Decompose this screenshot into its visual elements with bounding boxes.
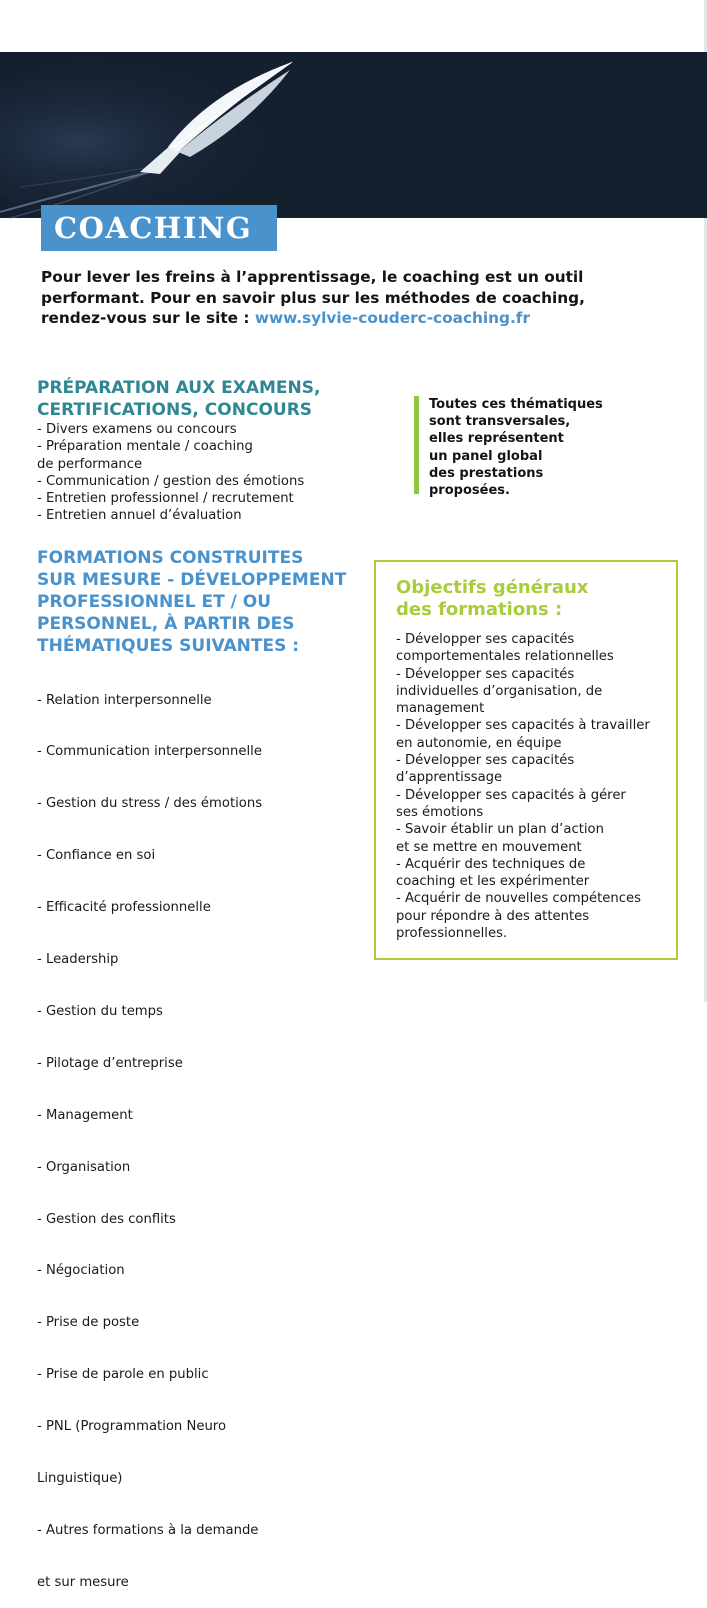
list-item: - Gestion du stress / des émotions [37,796,263,812]
list-item: - Efficacité professionnelle [37,900,211,916]
list-item: - Savoir établir un plan d’action [396,822,604,838]
heading-line: CERTIFICATIONS, CONCOURS [37,400,313,420]
list-item: - Préparation mentale / coaching [37,439,253,455]
hero-banner [0,52,707,218]
list-item: - Organisation [37,1159,131,1175]
section-exams-list [37,421,304,525]
list-item: - Communication / gestion des émotions [37,473,305,489]
heading-line: PRÉPARATION AUX EXAMENS, [37,378,321,398]
list-item: - Prise de poste [37,1315,140,1331]
section-trainings-heading [37,547,346,657]
objectives-title-line: des formations : [396,599,563,620]
list-item: pour répondre à des attentes [396,908,590,924]
note-line: proposées. [429,483,510,499]
section-exams-heading [37,377,320,421]
list-item: et se mettre en mouvement [396,839,582,855]
list-item: - Leadership [37,952,119,968]
intro-line: performant. Pour en savoir plus sur les méthodes de coaching, [41,288,585,307]
list-item: management [396,701,485,717]
list-item: individuelles d’organisation, de [396,683,603,699]
list-item: et sur mesure [37,1574,129,1590]
list-item: - Développer ses capacités à travailler [396,718,650,734]
note-line: un panel global [429,448,543,464]
list-item: - Communication interpersonnelle [37,744,262,760]
list-item: d’apprentissage [396,770,503,786]
list-item: - Management [37,1107,133,1123]
list-item: Linguistique) [37,1470,123,1486]
note-line: elles représentent [429,431,564,447]
list-item: - Autres formations à la demande [37,1522,259,1538]
heading-line: THÉMATIQUES SUIVANTES : [37,636,300,656]
list-item: - Confiance en soi [37,848,156,864]
list-item: coaching et les expérimenter [396,874,590,890]
heading-line: SUR MESURE - DÉVELOPPEMENT [37,570,347,590]
list-item: - Relation interpersonnelle [37,692,212,708]
coaching-title-badge [41,205,277,251]
list-item: comportementales relationnelles [396,649,614,665]
objectives-title-line: Objectifs généraux [396,577,589,598]
list-item: professionnelles. [396,926,508,942]
list-item: - Développer ses capacités [396,632,575,647]
list-item: - Pilotage d’entreprise [37,1055,183,1071]
coaching-title: COACHING [54,211,253,245]
list-item: - Prise de parole en public [37,1367,209,1383]
list-item: - Entretien professionnel / recrutement [37,491,294,507]
heading-line: PERSONNEL, À PARTIR DES [37,614,295,634]
list-item: - PNL (Programmation Neuro [37,1419,227,1435]
list-item: - Divers examens ou concours [37,422,237,437]
list-item: de performance [37,456,143,472]
intro-line-text: rendez-vous sur le site : [41,309,255,327]
heading-line: PROFESSIONNEL ET / OU [37,592,272,612]
intro-paragraph [41,267,641,329]
website-link[interactable]: www.sylvie-couderc-coaching.fr [254,309,530,327]
intro-line: Pour lever les freins à l’apprentissage, le coaching est un outil [41,268,584,286]
note-line: des prestations [429,465,544,481]
list-item: - Gestion des conflits [37,1211,176,1227]
objectives-title [396,577,676,621]
list-item: - Acquérir des techniques de [396,856,586,872]
section-trainings-list [37,657,262,1608]
objectives-box [374,560,678,960]
list-item: - Acquérir de nouvelles compétences [396,891,641,907]
note-line: sont transversales, [429,414,571,430]
heading-line: FORMATIONS CONSTRUITES [37,548,304,568]
list-item: en autonomie, en équipe [396,735,562,751]
objectives-list [396,631,676,942]
list-item: - Développer ses capacités à gérer [396,787,626,803]
list-item: - Développer ses capacités [396,753,575,769]
intro-line [41,308,641,329]
list-item: ses émotions [396,804,484,820]
list-item: - Entretien annuel d’évaluation [37,508,242,524]
list-item: - Gestion du temps [37,1003,163,1019]
note-line: Toutes ces thématiques [429,397,603,412]
sailboat-aerial-photo [0,52,707,218]
list-item: - Négociation [37,1263,125,1279]
list-item: - Développer ses capacités [396,666,575,682]
transversal-note [414,396,644,499]
